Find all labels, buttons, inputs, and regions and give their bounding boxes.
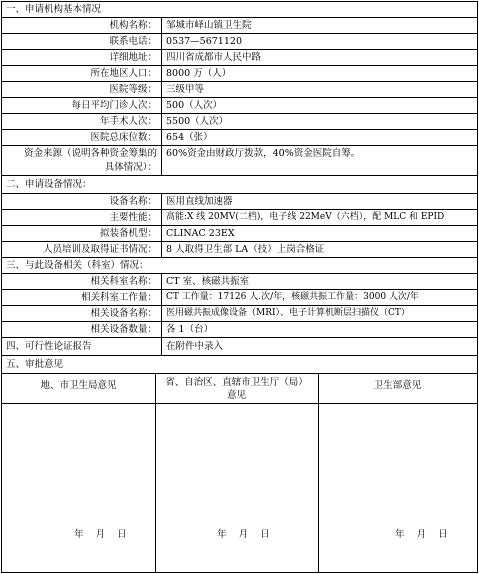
column-divider [155,374,156,572]
field-row [2,114,477,130]
field-label: 设备名称： [2,194,162,209]
approval-header-row [2,374,477,404]
approval-col2-title-line2: 意见 [226,390,246,401]
funding-label-line2: 具体情况）： [104,162,157,173]
field-value: 500（人次） [166,100,223,111]
field-value: CT 工作量：17126 人.次/年，核磁共振工作量：3000 人次/年 [166,292,419,302]
field-value: 邹城市峄山镇卫生院 [166,20,252,31]
field-value: 三级甲等 [166,84,205,95]
field-label: 相关科室名称： [2,274,162,289]
field-row [2,274,477,290]
approval-col2-title [155,376,318,402]
field-value: 0537—5671120 [166,36,242,47]
funding-label [2,146,162,175]
field-row [2,194,477,210]
approval-date-2: 年 月 日 [217,529,270,540]
field-row [2,50,477,66]
field-row [2,290,477,306]
field-row [2,66,477,82]
field-value: 8 人取得卫生部 LA（技）上岗合格证 [166,244,325,255]
field-label: 联系电话： [2,34,162,49]
section5-header [2,356,477,374]
field-row [2,82,477,98]
field-value: 医用磁共振成像设备（MRI）、电子计算机断层扫描仪（CT） [166,308,410,318]
field-row [2,322,477,338]
field-label: 医院总床位数： [2,130,162,145]
field-label: 相关设备名称： [2,306,162,321]
funding-label-line1: 资金来源（说明各种资金筹集的 [23,148,157,159]
field-label: 所在地区人口： [2,66,162,81]
section1-header [2,2,477,18]
approval-body [2,404,477,572]
field-row [2,98,477,114]
application-form [1,1,478,573]
field-row [2,306,477,322]
field-value: 8000 万（人） [166,68,232,79]
field-label: 详细地址： [2,50,162,65]
section3-header [2,258,477,274]
section4-title: 四、可行性论证报告 [2,338,162,355]
field-value: CT 室、核磁共振室 [166,276,250,287]
field-row [2,226,477,242]
field-label: 机构名称： [2,18,162,33]
field-value: CLINAC 23EX [166,228,235,239]
field-row [2,34,477,50]
section4-row [2,338,477,356]
field-label: 主要性能： [2,210,162,225]
section2-header [2,176,477,194]
field-value: 5500（人次） [166,116,229,127]
field-value: 各 1（台） [166,324,214,335]
field-row [2,18,477,34]
approval-col1-title: 地、市卫生局意见 [40,380,117,391]
section2-title: 二、申请设备情况： [6,179,92,190]
section4-value: 在附件中录入 [166,341,224,352]
section1-title: 一、申请机构基本情况 [6,4,102,15]
approval-date-1: 年 月 日 [74,529,127,540]
approval-col3-title: 卫生部意见 [373,380,422,391]
field-label: 医院等级： [2,82,162,97]
approval-date-3: 年 月 日 [395,529,448,540]
field-label: 每日平均门诊人次： [2,98,162,113]
field-value: 医用直线加速器 [166,196,233,207]
field-label: 相关科室工作量： [2,290,162,305]
section5-title: 五、审批意见 [6,359,64,370]
field-row [2,210,477,226]
field-label: 年手术人次： [2,114,162,129]
field-row [2,130,477,146]
field-value: 四川省成都市人民中路 [166,52,262,63]
field-label: 拟装备机型： [2,226,162,241]
section3-title: 三、与此设备相关（科室）情况： [6,260,149,271]
field-row [2,242,477,258]
field-label: 相关设备数量： [2,322,162,337]
approval-col2-title-line1: 省、自治区、直辖市卫生厅（局） [165,377,308,388]
field-value: 654（张） [166,132,213,143]
field-label: 人员培训及取得证书情况： [2,242,162,257]
field-value: 高能:X 线 20MV(二档)，电子线 22MeV（六档），配 MLC 和 EPID [166,212,445,222]
funding-value: 60%资金由财政厅拨款，40%资金医院自筹。 [166,148,361,159]
column-divider [318,374,319,572]
funding-row [2,146,477,176]
